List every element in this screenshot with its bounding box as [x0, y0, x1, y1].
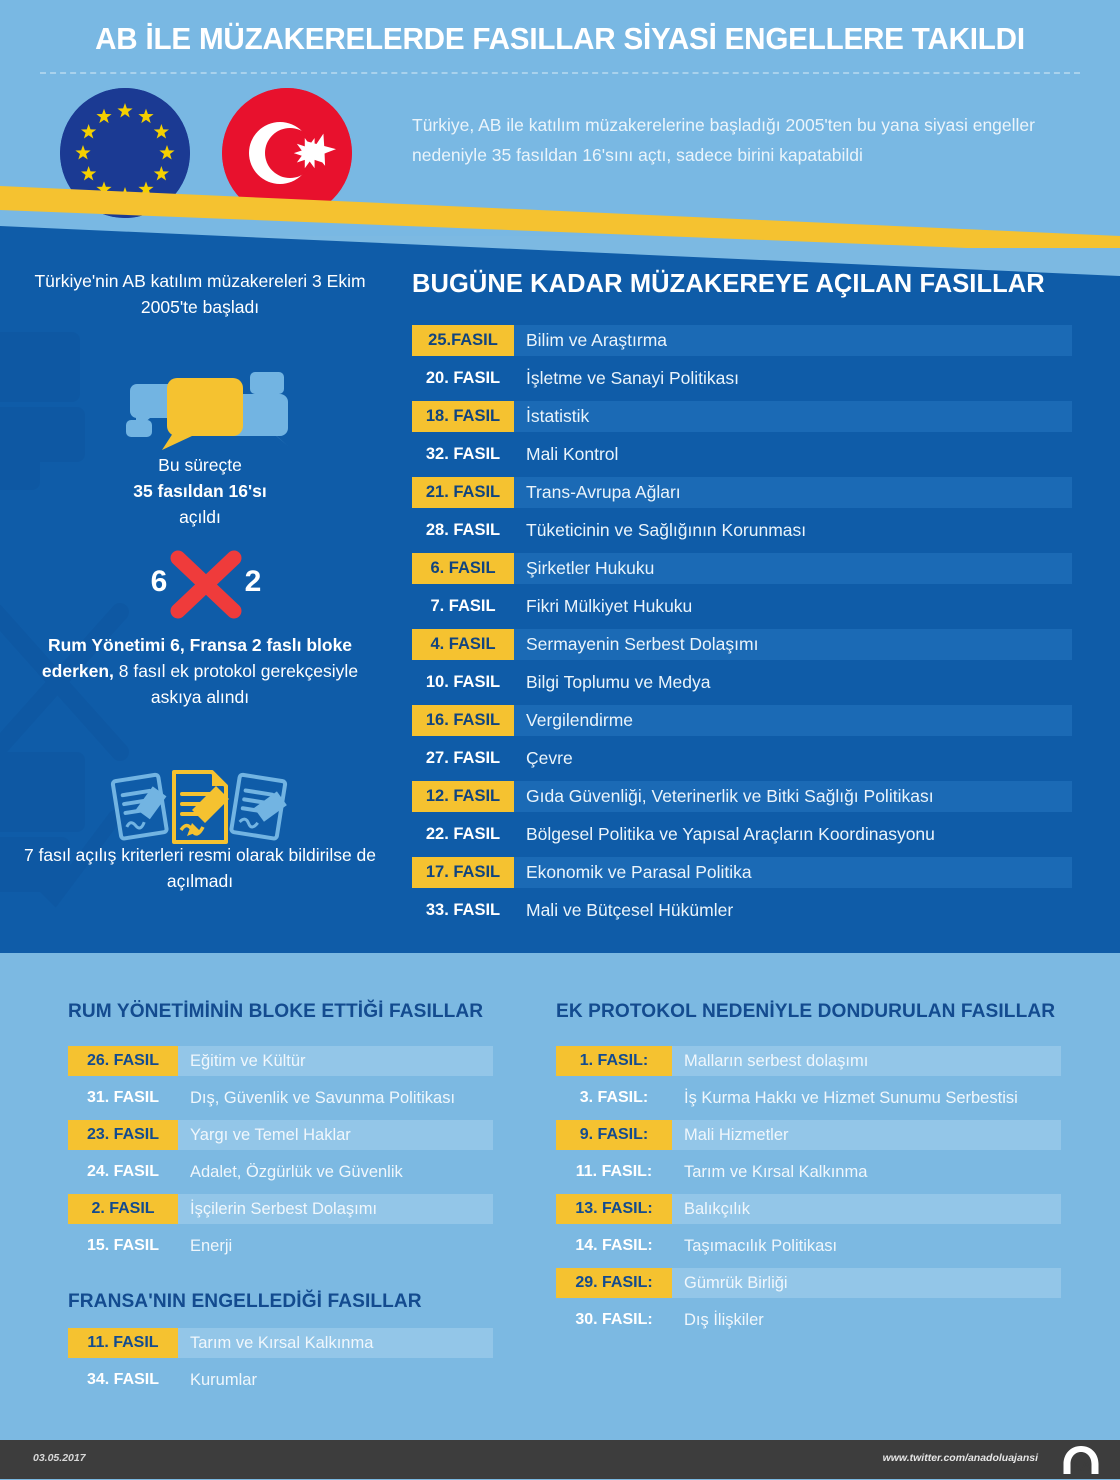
table-row[interactable]	[412, 857, 1072, 888]
twitter-url[interactable]: www.twitter.com/anadoluajansi	[882, 1452, 1038, 1464]
list-item[interactable]	[68, 1120, 493, 1150]
table-row[interactable]	[412, 439, 1072, 470]
footer-bar	[0, 1440, 1120, 1479]
table-row[interactable]	[412, 743, 1072, 774]
opened-note-line3: açıldı	[179, 507, 221, 527]
chapter-name: Yargı ve Temel Haklar	[190, 1125, 351, 1144]
chapter-name: Taşımacılık Politikası	[684, 1236, 838, 1255]
chapter-number: 20. FASIL	[425, 369, 501, 387]
chapter-name: Çevre	[526, 748, 573, 768]
chapter-name: Trans-Avrupa Ağları	[526, 482, 681, 502]
rum-blocked-heading: RUM YÖNETİMİNİN BLOKE ETTİĞİ FASILLAR	[68, 1000, 484, 1022]
table-row[interactable]	[412, 819, 1072, 850]
chapter-name: Balıkçılık	[684, 1199, 751, 1218]
block-note-bold: Rum Yönetimi 6, Fransa 2 faslı bloke ederken,	[41, 635, 353, 681]
chapter-name: Adalet, Özgürlük ve Güvenlik	[190, 1162, 403, 1181]
chapter-number: 11. FASIL	[68, 1328, 178, 1358]
chapter-name: İşletme ve Sanayi Politikası	[526, 368, 740, 388]
chapter-number: 12. FASIL	[412, 781, 514, 812]
table-row[interactable]	[412, 477, 1072, 508]
table-row[interactable]	[412, 591, 1072, 622]
list-item[interactable]	[556, 1046, 1061, 1076]
chapter-number: 23. FASIL	[68, 1120, 178, 1150]
chapter-name: Dış, Güvenlik ve Savunma Politikası	[190, 1088, 456, 1107]
chapter-name: Dış İlişkiler	[684, 1310, 764, 1329]
chapter-number: 30. FASIL:	[575, 1311, 653, 1328]
chapter-name: İş Kurma Hakkı ve Hizmet Sunumu Serbestisi	[684, 1088, 1018, 1107]
list-item[interactable]	[556, 1268, 1061, 1298]
red-x-icon	[178, 558, 234, 611]
chapter-number: 33. FASIL	[425, 901, 501, 919]
chapter-name: Mali ve Bütçesel Hükümler	[526, 900, 734, 920]
list-item[interactable]	[68, 1328, 493, 1358]
table-row[interactable]	[412, 553, 1072, 584]
chapter-number: 34. FASIL	[86, 1371, 160, 1388]
chapter-name: İşçilerin Serbest Dolaşımı	[190, 1199, 378, 1218]
chapter-number: 32. FASIL	[425, 445, 501, 463]
chapter-number: 21. FASIL	[412, 477, 514, 508]
chapter-number: 2. FASIL	[68, 1194, 178, 1224]
page-title: AB İLE MÜZAKERELERDE FASILLAR SİYASİ ENGELLERE TAKILDI	[95, 22, 1025, 56]
chapter-number: 3. FASIL:	[579, 1089, 649, 1106]
chapter-name: Bilim ve Araştırma	[526, 330, 667, 350]
block-note-rest: 8 fasıl ek protokol gerekçesiyle askıya alındı	[113, 661, 359, 707]
rum-blocked-list	[68, 1046, 493, 1268]
chapter-number: 14. FASIL:	[575, 1237, 653, 1254]
svg-text:AA: AA	[1070, 1458, 1092, 1474]
chapter-name: Kurumlar	[190, 1370, 257, 1389]
chapter-name: Malların serbest dolaşımı	[684, 1051, 869, 1070]
speech-bubbles-icon	[120, 372, 300, 452]
signed-documents-icon	[104, 768, 294, 846]
chapter-number: 1. FASIL:	[556, 1046, 672, 1076]
frozen-list	[556, 1046, 1061, 1342]
chapter-number: 22. FASIL	[425, 825, 501, 843]
chapter-number: 15. FASIL	[86, 1237, 160, 1254]
chapter-number: 18. FASIL	[412, 401, 514, 432]
opened-note-line2: 35 fasıldan 16'sı	[133, 481, 267, 501]
anadolu-agency-logo	[1062, 1445, 1100, 1475]
chapter-number: 27. FASIL	[425, 749, 501, 767]
chapter-name: Mali Hizmetler	[684, 1125, 789, 1144]
list-item[interactable]	[556, 1194, 1061, 1224]
france-blocked-heading: FRANSA'NIN ENGELLEDİĞİ FASILLAR	[68, 1290, 422, 1312]
chapter-name: Şirketler Hukuku	[526, 558, 655, 578]
chapter-number: 11. FASIL:	[575, 1163, 653, 1180]
chapter-name: Sermayenin Serbest Dolaşımı	[526, 634, 759, 654]
table-row[interactable]	[412, 363, 1072, 394]
chapter-number: 28. FASIL	[425, 521, 501, 539]
table-row[interactable]	[412, 515, 1072, 546]
chapter-number: 29. FASIL:	[556, 1268, 672, 1298]
chapter-name: Eğitim ve Kültür	[190, 1051, 306, 1070]
chapter-name: Bölgesel Politika ve Yapısal Araçların Koordinasyonu	[526, 824, 935, 844]
chapter-number: 13. FASIL:	[556, 1194, 672, 1224]
list-item[interactable]	[556, 1305, 1061, 1335]
chapter-number: 4. FASIL	[412, 629, 514, 660]
list-item[interactable]	[68, 1365, 493, 1395]
chapter-number: 9. FASIL:	[556, 1120, 672, 1150]
main-chapter-list	[412, 325, 1072, 933]
table-row[interactable]	[412, 667, 1072, 698]
chapter-number: 25.FASIL	[412, 325, 514, 356]
opened-note-line1: Bu süreçte	[158, 455, 242, 475]
blocked-count-rum: 6	[150, 565, 168, 598]
frozen-heading: EK PROTOKOL NEDENİYLE DONDURULAN FASILLAR	[556, 1000, 1056, 1022]
list-item[interactable]	[68, 1194, 493, 1224]
france-blocked-list	[68, 1328, 493, 1402]
chapter-name: Tüketicinin ve Sağlığının Korunması	[526, 520, 807, 540]
start-note: Türkiye'nin AB katılım müzakereleri 3 Ekim 2005'te başladı	[34, 271, 366, 317]
list-item[interactable]	[68, 1231, 493, 1261]
title-divider	[40, 72, 1080, 74]
chapter-name: Enerji	[190, 1236, 233, 1255]
chapter-number: 6. FASIL	[412, 553, 514, 584]
block-note	[20, 632, 380, 710]
list-item[interactable]	[556, 1083, 1061, 1113]
criteria-note: 7 fasıl açılış kriterleri resmi olarak bildirilse de açılmadı	[23, 845, 377, 891]
table-row[interactable]	[412, 325, 1072, 356]
list-item[interactable]	[556, 1157, 1061, 1187]
chapter-name: Bilgi Toplumu ve Medya	[526, 672, 711, 692]
blocked-count-france: 2	[244, 565, 262, 598]
chapter-name: Mali Kontrol	[526, 444, 619, 464]
list-item[interactable]	[556, 1231, 1061, 1261]
chapter-number: 26. FASIL	[68, 1046, 178, 1076]
chapter-name: Tarım ve Kırsal Kalkınma	[684, 1162, 868, 1181]
block-counts	[130, 545, 280, 623]
chapter-name: Gıda Güvenliği, Veterinerlik ve Bitki Sağlığı Politikası	[526, 786, 934, 806]
chapter-name: Gümrük Birliği	[684, 1273, 788, 1292]
chapter-name: Vergilendirme	[526, 710, 633, 730]
chapter-number: 10. FASIL	[425, 673, 501, 691]
list-item[interactable]	[68, 1083, 493, 1113]
list-item[interactable]	[68, 1157, 493, 1187]
chapter-name: Ekonomik ve Parasal Politika	[526, 862, 752, 882]
chapter-number: 16. FASIL	[412, 705, 514, 736]
chapter-number: 7. FASIL	[430, 597, 496, 615]
intro-paragraph: Türkiye, AB ile katılım müzakerelerine başladığı 2005'ten bu yana siyasi engeller nedeniyle 35 fasıldan 16'sını açtı, sadece birini kapatabildi	[412, 115, 1035, 165]
chapter-name: Fikri Mülkiyet Hukuku	[526, 596, 693, 616]
list-item[interactable]	[68, 1046, 493, 1076]
chapter-number: 31. FASIL	[86, 1089, 160, 1106]
table-row[interactable]	[412, 401, 1072, 432]
table-row[interactable]	[412, 895, 1072, 926]
chapter-name: Tarım ve Kırsal Kalkınma	[190, 1333, 374, 1352]
publication-date: 03.05.2017	[33, 1452, 86, 1464]
opened-note	[20, 452, 380, 530]
table-row[interactable]	[412, 705, 1072, 736]
main-list-heading: BUGÜNE KADAR MÜZAKEREYE AÇILAN FASILLAR	[412, 268, 1045, 298]
list-item[interactable]	[556, 1120, 1061, 1150]
table-row[interactable]	[412, 629, 1072, 660]
chapter-number: 24. FASIL	[86, 1163, 160, 1180]
chapter-name: İstatistik	[526, 406, 590, 426]
table-row[interactable]	[412, 781, 1072, 812]
chapter-number: 17. FASIL	[412, 857, 514, 888]
